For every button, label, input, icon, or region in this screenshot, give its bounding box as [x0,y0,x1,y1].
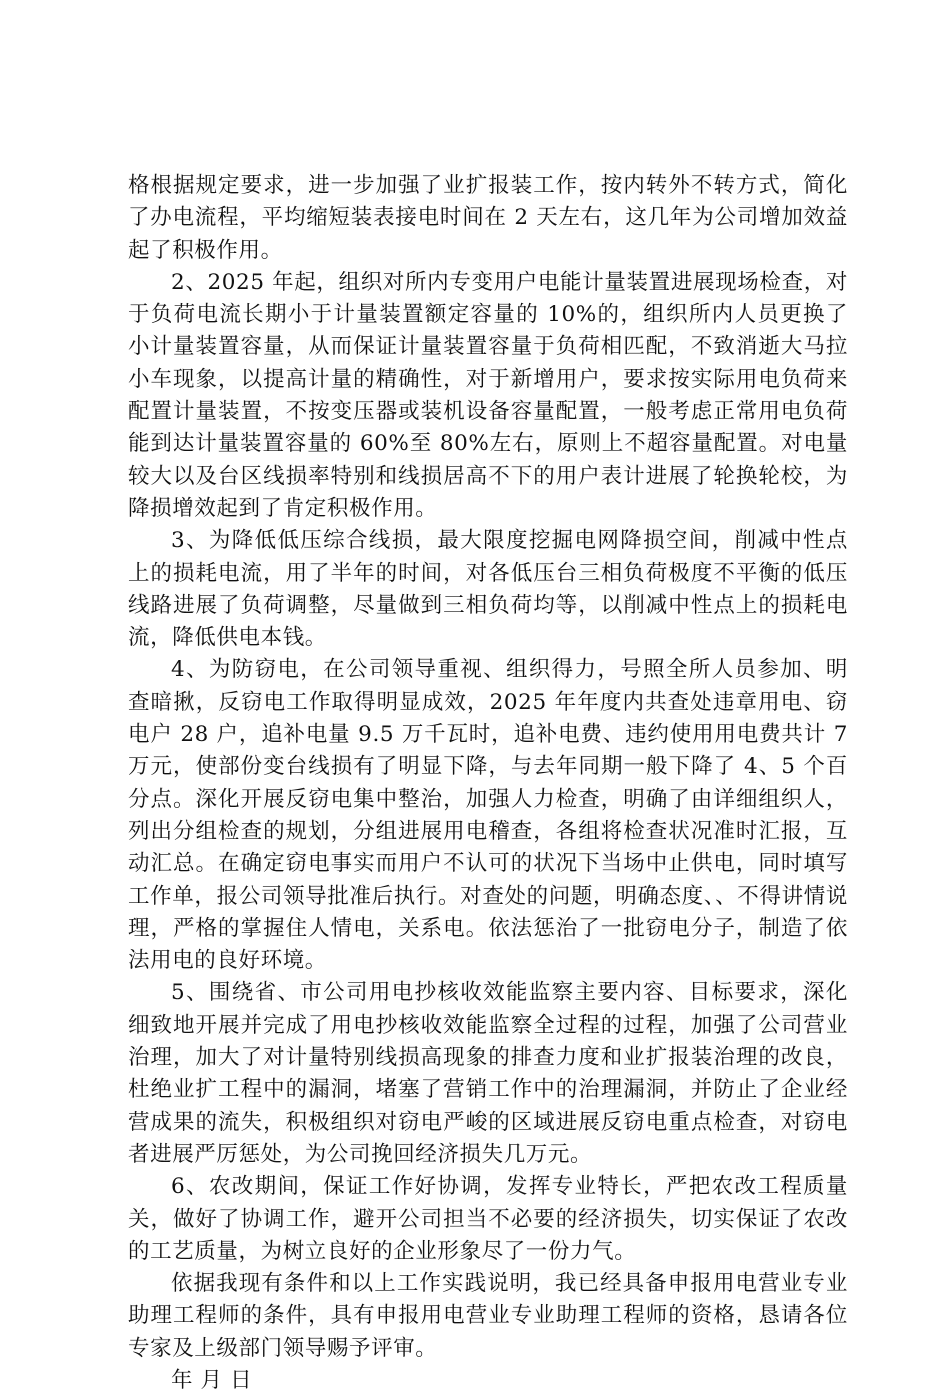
paragraph-conclusion: 依据我现有条件和以上工作实践说明，我已经具备申报用电营业专业助理工程师的条件，具有申报用电营业专业助理工程师的资格，恳请各位专家及上级部门领导赐予评审。 [128,1271,848,1361]
paragraph-item-3: 3、为降低低压综合线损，最大限度挖掘电网降损空间，削减中性点上的损耗电流，用了半年的时间，对各低压台三相负荷极度不平衡的低压线路进展了负荷调整，尽量做到三相负荷均等，以削减中性点上的损耗电流，降低供电本钱。 [128,528,848,651]
document-body [128,170,848,1397]
paragraph-item-4: 4、为防窃电，在公司领导重视、组织得力，号照全所人员参加、明查暗揪，反窃电工作取得明显成效，2025 年年度内共查处违章用电、窃电户 28 户，追补电量 9.5 万千瓦时，追补电费、违约使用用电费共计 7 万元，使部份变台线损有了明显下降，与去年同期一般下降了 4、5 个百分点。深化开展反窃电集中整治，加强人力检查，明确了由详细组织人，列出分组检查的规划，分组进展用电稽查，各组将检查状况准时汇报，互动汇总。在确定窃电事实而用户不认可的状况下当场中止供电，同时填写工作单，报公司领导批准后执行。对查处的问题，明确态度、、不得讲情说理，严格的掌握住人情电，关系电。依法惩治了一批窃电分子，制造了依法用电的良好环境。 [128,657,848,974]
paragraph-item-5: 5、围绕省、市公司用电抄核收效能监察主要内容、目标要求，深化细致地开展并完成了用电抄核收效能监察全过程的过程，加强了公司营业治理，加大了对计量特别线损高现象的排查力度和业扩报装治理的改良，杜绝业扩工程中的漏洞，堵塞了营销工作中的治理漏洞，并防止了企业经营成果的流失，积极组织对窃电严峻的区域进展反窃电重点检查，对窃电者进展严厉惩处，为公司挽回经济损失几万元。 [128,980,848,1167]
paragraph-item-2: 2、2025 年起，组织对所内专变用户电能计量装置进展现场检查，对于负荷电流长期小于计量装置额定容量的 10%的，组织所内人员更换了小计量装置容量，从而保证计量装置容量于负荷相匹配，不致消逝大马拉小车现象，以提高计量的精确性，对于新增用户，要求按实际用电负荷来配置计量装置，不按变压器或装机设备容量配置，一般考虑正常用电负荷能到达计量装置容量的 60%至 80%左右，原则上不超容量配置。对电量较大以及台区线损率特别和线损居高不下的用户表计进展了轮换轮校，为降损增效起到了肯定积极作用。 [128,269,848,521]
paragraph-item-6: 6、农改期间，保证工作好协调，发挥专业特长，严把农改工程质量关，做好了协调工作，避开公司担当不必要的经济损失，切实保证了农改的工艺质量，为树立良好的企业形象尽了一份力气。 [128,1174,848,1264]
date-line: 年 月 日 [171,1367,253,1393]
paragraph-continuation: 格根据规定要求，进一步加强了业扩报装工作，按内转外不转方式，简化了办电流程，平均缩短装表接电时间在 2 天左右，这几年为公司增加效益起了积极作用。 [128,173,848,263]
